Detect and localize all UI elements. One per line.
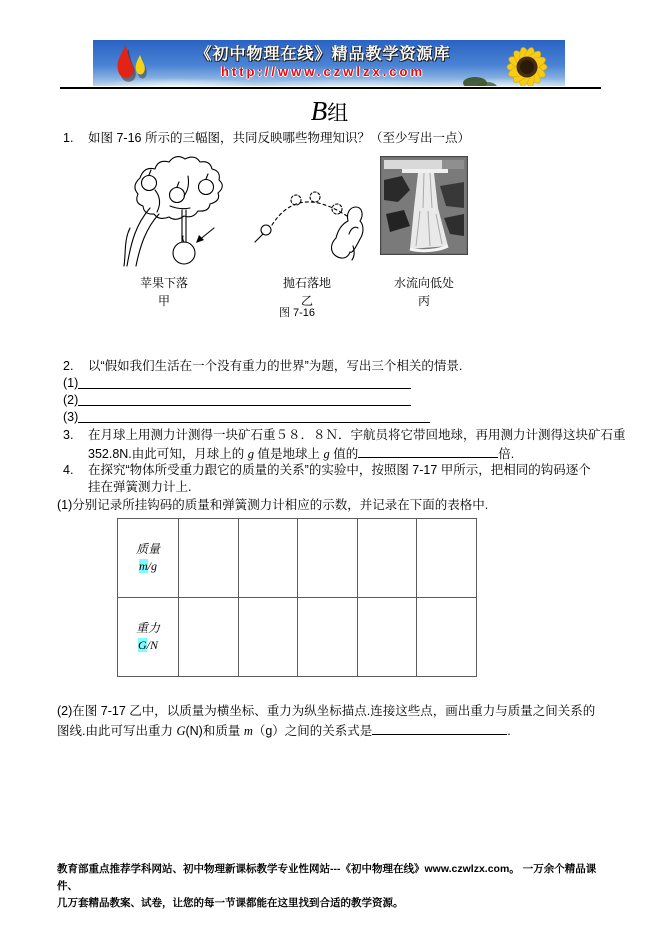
site-url-link[interactable]: http://www.czwlzx.com [220, 64, 426, 79]
question-4-line2: 挂在弹簧测力计上. [88, 480, 192, 494]
footer-line2: 几万套精品教案、试卷，让您的每一节课都能在这里找到合适的教学资源。 [57, 897, 404, 909]
question-3-text: 倍. [498, 447, 515, 461]
header-divider [60, 87, 601, 89]
stone-thrown-figure [250, 176, 372, 262]
question-4-line1: 在探究“物体所受重力跟它的质量的关系”的实验中，按照图 7-17 甲所示，把相同的钩码逐个 [88, 463, 591, 477]
answer-blank-line [78, 409, 430, 423]
question-4 [63, 462, 591, 478]
question-2 [63, 358, 462, 374]
question-1-text: 如图 7-16 所示的三幅图，共同反映哪些物理知识？（至少写出一点） [88, 131, 470, 145]
question-3-line1: 在月球上用测力计测得一块矿石重５８．８Ｎ．宇航员将它带回地球，再用测力计测得这块矿石重 [88, 428, 626, 442]
answer-blank-line [372, 721, 507, 735]
table-row-mass [118, 519, 477, 598]
g-symbol: g [247, 447, 255, 461]
mass-unit: /g [147, 559, 157, 573]
apple-falling-figure [110, 156, 228, 270]
question-3 [63, 427, 626, 443]
table-cell-empty [238, 519, 298, 598]
table-cell-empty [417, 519, 477, 598]
g-symbol: g [323, 447, 330, 461]
figure-7-16-group [57, 156, 605, 318]
table-cell-empty [298, 519, 358, 598]
question-2-number: 2. [63, 359, 74, 373]
answer-blank-line [358, 444, 498, 458]
question-4-part2-text: (N)和质量 [185, 723, 244, 738]
G-symbol: G [176, 723, 186, 738]
question-1-number: 1. [63, 131, 74, 145]
question-3-text: 值是地球上 [254, 447, 324, 461]
weight-symbol: G [137, 638, 147, 652]
table-cell-empty [179, 519, 239, 598]
question-4-part2-text: 图线.由此可写出重力 [57, 723, 177, 738]
table-header-mass [118, 519, 179, 598]
figure-tag-yi: 乙 [300, 294, 313, 308]
question-2-blank-3 [63, 409, 430, 425]
blank-3-label: (3) [63, 410, 79, 424]
measurement-table [117, 518, 477, 677]
table-cell-empty [179, 598, 239, 677]
section-letter: B [310, 96, 328, 126]
weight-label: 重力 [135, 621, 160, 635]
question-3-text: 值的 [329, 447, 359, 461]
question-4-part1: (1)分别记录所挂钩码的质量和弹簧测力计相应的示数，并记录在下面的表格中. [57, 498, 489, 512]
weight-unit: /N [146, 638, 158, 652]
question-2-blank-2 [63, 392, 411, 408]
m-symbol: m [243, 723, 253, 738]
mass-label: 质量 [135, 542, 160, 556]
question-4-part2 [57, 703, 609, 740]
site-logo-icon [109, 43, 155, 83]
figure-tag-jia: 甲 [157, 294, 170, 308]
table-row-weight [118, 598, 477, 677]
table-cell-empty [357, 519, 417, 598]
figure-tag-bing: 丙 [417, 294, 430, 308]
footer-promo [57, 861, 609, 912]
question-3-text: 352.8N.由此可知，月球上的 [88, 447, 248, 461]
question-4-part2-text: . [507, 723, 511, 738]
question-3-line2 [88, 444, 514, 462]
site-title: 《初中物理在线》精品教学资源库 [195, 46, 451, 63]
figure-caption-apple: 苹果下落 [139, 276, 188, 290]
figure-number-label: 图 7-16 [278, 307, 316, 319]
question-4-number: 4. [63, 463, 74, 477]
footer-line1: 教育部重点推荐学科网站、初中物理新课标教学专业性网站---《初中物理在线》www.czwlzx.com。 一万余个精品课件、 [57, 863, 597, 892]
question-4-part2-line1: (2)在图 7-17 乙中，以质量为横坐标、重力为纵坐标描点.连接这些点，画出重力与质量之间关系的 [57, 704, 596, 718]
banner-text-block [153, 41, 493, 79]
question-4-part2-text: （g）之间的关系式是 [252, 723, 373, 738]
answer-blank-line [78, 392, 411, 406]
sunflower-icon [457, 40, 565, 86]
figure-caption-stone: 抛石落地 [282, 276, 331, 290]
table-cell-empty [357, 598, 417, 677]
table-cell-empty [417, 598, 477, 677]
section-heading [0, 96, 661, 127]
blank-2-label: (2) [63, 393, 79, 407]
table-header-weight [118, 598, 179, 677]
question-2-blank-1 [63, 375, 411, 391]
question-3-number: 3. [63, 428, 74, 442]
blank-1-label: (1) [63, 376, 79, 390]
table-cell-empty [238, 598, 298, 677]
table-cell-empty [298, 598, 358, 677]
waterfall-figure [380, 156, 468, 255]
section-word: 组 [327, 102, 351, 125]
site-banner [93, 40, 565, 86]
answer-blank-line [78, 375, 411, 389]
question-1 [63, 130, 470, 146]
figure-caption-waterfall: 水流向低处 [393, 276, 454, 290]
mass-symbol: m [138, 559, 148, 573]
question-2-text: 以“假如我们生活在一个没有重力的世界”为题，写出三个相关的情景. [88, 359, 463, 373]
